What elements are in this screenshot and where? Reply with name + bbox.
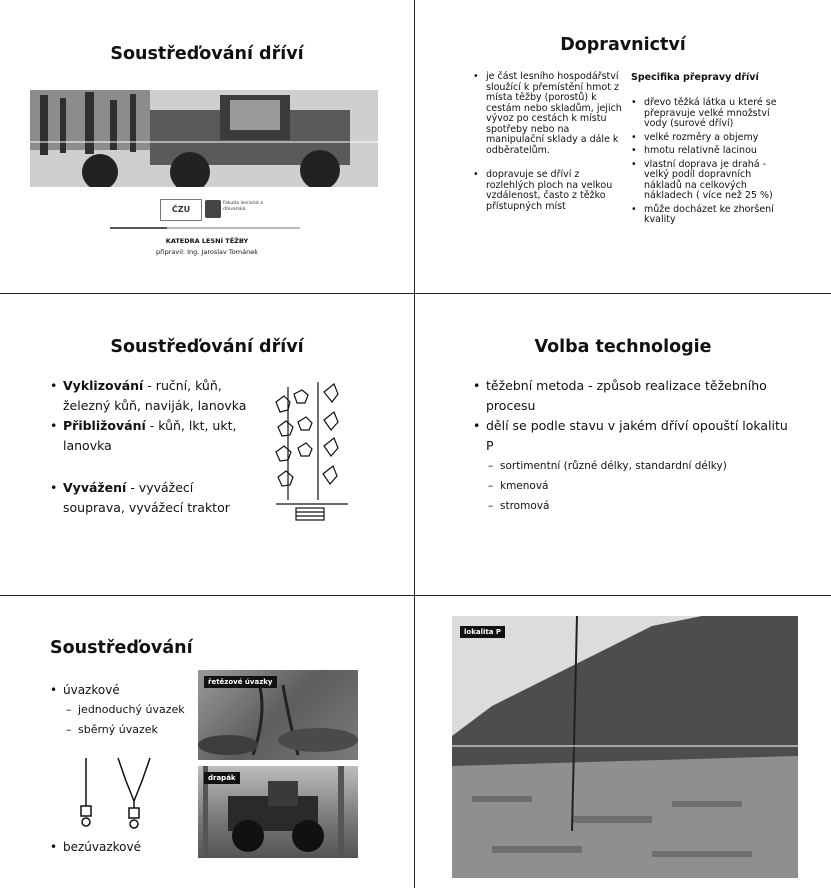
right-bullet-list <box>631 98 791 226</box>
bullet-list-2 <box>50 837 141 857</box>
list-item: • dělí se podle stavu v jakém dříví opouští lokalitu P <box>473 416 793 456</box>
list-item: • Přibližování - kůň, lkt, ukt, lanovka <box>50 416 255 456</box>
list-item: • velké rozměry a objemy <box>631 133 791 144</box>
tree-hauling-sketch <box>268 382 353 532</box>
list-item: • těžební metoda - způsob realizace těžebního procesu <box>473 376 793 416</box>
slide-title: Soustřeďování <box>50 638 193 658</box>
right-heading: Specifika přepravy dříví <box>631 72 759 83</box>
slide-3 <box>0 294 414 595</box>
department-name: KATEDRA LESNÍ TĚŽBY <box>165 237 249 245</box>
faculty-logo-text: Fakulta lesnická a dřevařská <box>223 201 263 212</box>
grapple-skidder-photo <box>198 766 358 858</box>
list-item: • může docházet ke zhoršení kvality <box>631 205 791 226</box>
sub-list <box>66 700 185 740</box>
list-item: – sběrný úvazek <box>66 720 185 740</box>
list-item: • bezúvazkové <box>50 837 141 857</box>
list-item: • Vyklizování - ruční, kůň, železný kůň, naviják, lanovka <box>50 376 255 416</box>
list-item: • vlastní doprava je drahá - velký podíl dopravních nákladů na celkových nákladech ( více než 25 %) <box>631 160 791 202</box>
slide-title: Dopravnictví <box>560 35 686 55</box>
logo-underline <box>110 227 300 229</box>
bullet-list <box>50 680 120 700</box>
faculty-logo-icon <box>205 200 221 218</box>
bullet-list <box>473 376 793 456</box>
sub-list <box>488 456 788 516</box>
forwarder-photo <box>30 90 378 187</box>
list-item: • dopravuje se dříví z rozlehlých ploch na velkou vzdálenost, často z těžko přístupných míst <box>473 170 623 212</box>
list-item: • je část lesního hospodářství sloužící k přemístění hmot z místa těžby (porostů) k cestám nebo skladům, jejich vývoz po cestách k místu spotřeby nebo na manipulační sklady a dále k odběratelům. <box>473 72 623 156</box>
list-item: • úvazkové <box>50 680 120 700</box>
list-item: • Vyvážení - vyvážecí souprava, vyvážecí traktor <box>50 478 255 518</box>
chain-chokers-photo <box>198 670 358 760</box>
slide-1 <box>0 0 414 293</box>
clearcut-photo <box>452 616 798 878</box>
list-item: – jednoduchý úvazek <box>66 700 185 720</box>
slide-title: Soustřeďování dříví <box>110 337 304 357</box>
czu-logo: ČZU <box>160 199 202 221</box>
slide-title: Volba technologie <box>534 337 712 357</box>
choker-sketch <box>70 756 170 836</box>
slide-6 <box>415 596 831 888</box>
list-item: • dřevo těžká látka u které se přepravuje velké množství vody (surové dříví) <box>631 98 791 130</box>
slide-5 <box>0 596 414 888</box>
slide-4 <box>415 294 831 595</box>
photo-label: řetězové úvazky <box>204 676 277 688</box>
prepared-by: připravil: Ing. Jaroslav Tománek <box>156 248 258 256</box>
list-item: – sortimentní (různé délky, standardní délky) <box>488 456 788 476</box>
list-item: • hmotu relativně lacinou <box>631 146 791 157</box>
bullet-list <box>50 376 255 518</box>
list-item: – kmenová <box>488 476 788 496</box>
slide-2 <box>415 0 831 293</box>
slide-title: Soustřeďování dříví <box>110 44 304 64</box>
list-item: – stromová <box>488 496 788 516</box>
photo-label: drapák <box>204 772 240 784</box>
left-bullet-list <box>473 72 623 212</box>
photo-label: lokalita P <box>460 626 505 638</box>
